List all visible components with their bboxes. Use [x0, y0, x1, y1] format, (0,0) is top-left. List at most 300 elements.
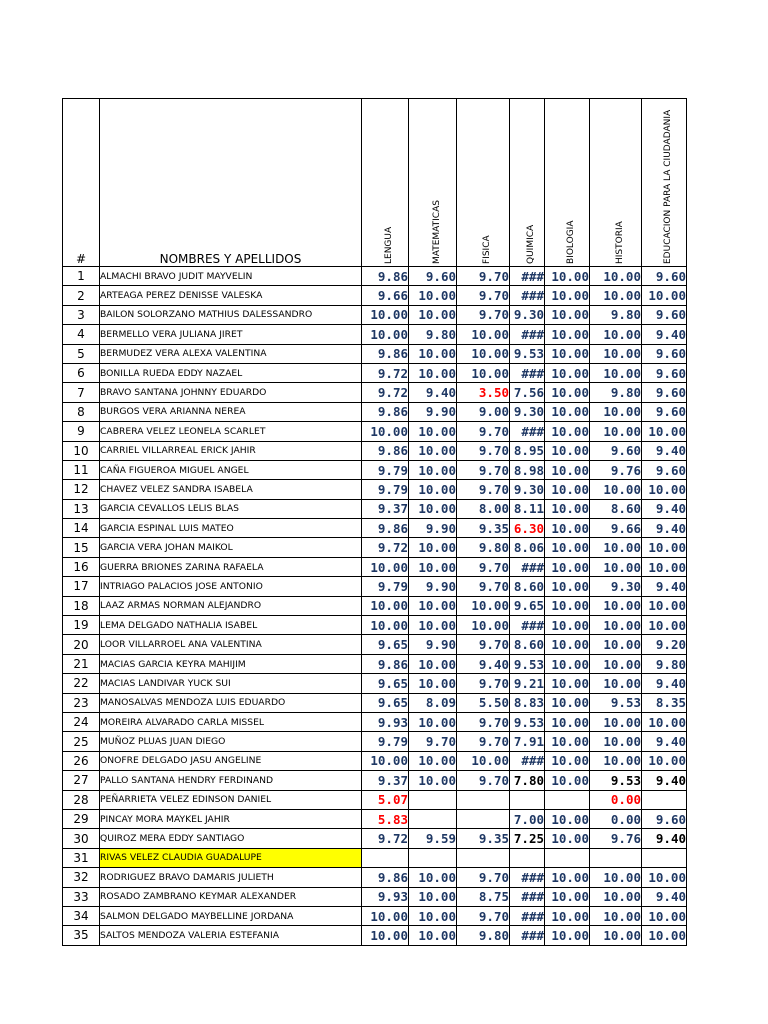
grade-cell: 9.70	[457, 286, 510, 305]
row-number: 5	[63, 344, 100, 363]
grade-cell: ###	[510, 868, 545, 887]
grade-cell: 9.80	[590, 383, 642, 402]
grade-cell: 9.70	[457, 868, 510, 887]
row-number: 14	[63, 519, 100, 538]
student-name: BURGOS VERA ARIANNA NEREA	[100, 402, 362, 421]
grade-cell: 9.72	[362, 538, 409, 557]
table-row	[63, 926, 687, 945]
grade-cell: ###	[510, 616, 545, 635]
grade-cell: 9.60	[409, 267, 457, 286]
row-number: 31	[63, 848, 100, 867]
grade-cell: 10.00	[409, 868, 457, 887]
grade-cell: 10.00	[362, 596, 409, 615]
grade-cell: ###	[510, 422, 545, 441]
grade-cell: 10.00	[457, 751, 510, 770]
grade-cell: 10.00	[545, 557, 590, 576]
grade-cell	[457, 790, 510, 809]
grade-cell: 10.00	[545, 771, 590, 790]
student-name: GARCIA CEVALLOS LELIS BLAS	[100, 499, 362, 518]
grade-cell: 9.30	[590, 577, 642, 596]
row-number: 34	[63, 906, 100, 925]
student-name: LOOR VILLARROEL ANA VALENTINA	[100, 635, 362, 654]
grade-cell	[409, 809, 457, 828]
table-row	[63, 577, 687, 596]
table-row	[63, 654, 687, 673]
grade-cell	[510, 790, 545, 809]
grade-cell: 9.86	[362, 402, 409, 421]
grade-cell: 9.65	[362, 693, 409, 712]
row-number: 23	[63, 693, 100, 712]
table-row	[63, 616, 687, 635]
grade-cell: 10.00	[457, 344, 510, 363]
grade-cell: 9.21	[510, 674, 545, 693]
grade-cell: 9.60	[642, 305, 687, 324]
header-row	[63, 99, 687, 267]
grade-cell: 9.70	[457, 480, 510, 499]
grade-cell: 10.00	[409, 422, 457, 441]
grade-cell: 9.40	[642, 499, 687, 518]
header-biologia: BIOLOGIA	[545, 99, 590, 267]
student-name: MOREIRA ALVARADO CARLA MISSEL	[100, 712, 362, 731]
grade-cell: 8.60	[510, 577, 545, 596]
grade-cell: 9.60	[642, 363, 687, 382]
row-number: 12	[63, 480, 100, 499]
grade-cell: 10.00	[545, 305, 590, 324]
grade-cell: 9.37	[362, 499, 409, 518]
grade-cell: 10.00	[545, 286, 590, 305]
student-name: MACIAS GARCIA KEYRA MAHIJIM	[100, 654, 362, 673]
grade-cell: 10.00	[590, 926, 642, 945]
table-row	[63, 635, 687, 654]
student-name: ROSADO ZAMBRANO KEYMAR ALEXANDER	[100, 887, 362, 906]
grade-cell: 5.07	[362, 790, 409, 809]
student-name: SALTOS MENDOZA VALERIA ESTEFANIA	[100, 926, 362, 945]
grade-cell: 10.00	[590, 674, 642, 693]
table-row	[63, 829, 687, 848]
grade-cell: 9.65	[362, 674, 409, 693]
grade-cell: 9.70	[409, 732, 457, 751]
header-matematicas: MATEMATICAS	[409, 99, 457, 267]
grade-cell: 10.00	[409, 286, 457, 305]
student-name: MANOSALVAS MENDOZA LUIS EDUARDO	[100, 693, 362, 712]
grade-cell: 10.00	[545, 751, 590, 770]
grade-cell: 9.40	[642, 519, 687, 538]
grade-cell: 9.80	[457, 926, 510, 945]
grade-cell	[642, 848, 687, 867]
grade-cell: 10.00	[545, 267, 590, 286]
grade-cell: 8.35	[642, 693, 687, 712]
table-row	[63, 809, 687, 828]
table-row	[63, 402, 687, 421]
grade-cell: 8.06	[510, 538, 545, 557]
grade-cell: 10.00	[409, 887, 457, 906]
student-name: RODRIGUEZ BRAVO DAMARIS JULIETH	[100, 868, 362, 887]
table-row	[63, 557, 687, 576]
grade-cell: 10.00	[642, 616, 687, 635]
row-number: 21	[63, 654, 100, 673]
grade-cell: 10.00	[642, 906, 687, 925]
grade-cell: 10.00	[545, 616, 590, 635]
grade-cell: 10.00	[590, 751, 642, 770]
grade-cell: 10.00	[409, 674, 457, 693]
grade-cell: 9.53	[510, 654, 545, 673]
grade-cell: 9.60	[642, 460, 687, 479]
grade-cell: 9.40	[642, 732, 687, 751]
grade-cell: 9.72	[362, 829, 409, 848]
student-name: BERMELLO VERA JULIANA JIRET	[100, 325, 362, 344]
grade-cell: 10.00	[642, 751, 687, 770]
row-number: 28	[63, 790, 100, 809]
grade-cell: 10.00	[457, 363, 510, 382]
student-name: RIVAS VELEZ CLAUDIA GUADALUPE	[100, 848, 362, 867]
grade-cell: 10.00	[409, 616, 457, 635]
grade-cell: 9.53	[510, 712, 545, 731]
grade-cell: 9.76	[590, 460, 642, 479]
row-number: 17	[63, 577, 100, 596]
grade-cell: 9.35	[457, 519, 510, 538]
grade-cell: 10.00	[545, 383, 590, 402]
grade-cell: ###	[510, 926, 545, 945]
table-row	[63, 771, 687, 790]
grade-cell: 10.00	[590, 480, 642, 499]
grade-cell: 9.40	[642, 829, 687, 848]
grade-cell: 10.00	[545, 363, 590, 382]
grade-cell: 10.00	[545, 422, 590, 441]
grade-cell: 10.00	[642, 557, 687, 576]
grade-cell: 7.91	[510, 732, 545, 751]
student-name: PALLO SANTANA HENDRY FERDINAND	[100, 771, 362, 790]
grade-cell: 10.00	[590, 286, 642, 305]
grade-cell: ###	[510, 267, 545, 286]
grade-cell: 8.95	[510, 441, 545, 460]
grade-cell: ###	[510, 325, 545, 344]
grade-cell: 10.00	[409, 654, 457, 673]
grade-cell: 10.00	[409, 712, 457, 731]
grade-cell: 9.86	[362, 441, 409, 460]
grade-cell: 10.00	[590, 635, 642, 654]
grade-cell: 9.70	[457, 712, 510, 731]
table-row	[63, 480, 687, 499]
student-name: GARCIA ESPINAL LUIS MATEO	[100, 519, 362, 538]
grade-cell: 9.80	[409, 325, 457, 344]
grade-cell: 10.00	[362, 422, 409, 441]
grade-cell: 10.00	[545, 325, 590, 344]
grade-cell	[409, 790, 457, 809]
table-row	[63, 305, 687, 324]
grade-cell: 10.00	[545, 712, 590, 731]
grade-cell: 10.00	[545, 654, 590, 673]
table-row	[63, 848, 687, 867]
grade-cell: 9.40	[409, 383, 457, 402]
grade-cell: ###	[510, 751, 545, 770]
grade-cell: 10.00	[545, 538, 590, 557]
row-number: 18	[63, 596, 100, 615]
student-name: CAÑA FIGUEROA MIGUEL ANGEL	[100, 460, 362, 479]
grade-cell: 10.00	[642, 926, 687, 945]
student-name: LAAZ ARMAS NORMAN ALEJANDRO	[100, 596, 362, 615]
grade-cell: 10.00	[409, 305, 457, 324]
grade-cell: 9.37	[362, 771, 409, 790]
grade-cell: 10.00	[642, 538, 687, 557]
table-row	[63, 868, 687, 887]
grade-cell: 10.00	[590, 325, 642, 344]
grade-cell: 10.00	[590, 906, 642, 925]
grade-cell: 10.00	[545, 868, 590, 887]
grade-cell: 10.00	[545, 674, 590, 693]
grade-cell: 9.70	[457, 771, 510, 790]
grade-cell: 10.00	[545, 460, 590, 479]
grade-cell: 7.80	[510, 771, 545, 790]
table-row	[63, 344, 687, 363]
row-number: 11	[63, 460, 100, 479]
grade-cell: 9.93	[362, 712, 409, 731]
table-row	[63, 596, 687, 615]
grade-cell: 9.40	[642, 674, 687, 693]
grade-cell: 10.00	[590, 422, 642, 441]
grade-cell: 9.40	[642, 771, 687, 790]
grade-cell: 9.70	[457, 674, 510, 693]
grade-cell: 10.00	[545, 344, 590, 363]
grade-cell	[510, 848, 545, 867]
grade-cell: 10.00	[545, 596, 590, 615]
grade-cell: 10.00	[362, 906, 409, 925]
table-row	[63, 693, 687, 712]
grade-cell: 10.00	[362, 325, 409, 344]
student-name: GUERRA BRIONES ZARINA RAFAELA	[100, 557, 362, 576]
grade-cell: 6.30	[510, 519, 545, 538]
grade-cell: 3.50	[457, 383, 510, 402]
grade-cell: 9.66	[590, 519, 642, 538]
grade-cell: 8.83	[510, 693, 545, 712]
grade-cell: 10.00	[590, 654, 642, 673]
grade-cell: 9.70	[457, 460, 510, 479]
table-row	[63, 712, 687, 731]
grade-cell: 9.79	[362, 460, 409, 479]
row-number: 35	[63, 926, 100, 945]
grade-cell: 10.00	[362, 926, 409, 945]
student-name: ONOFRE DELGADO JASU ANGELINE	[100, 751, 362, 770]
row-number: 24	[63, 712, 100, 731]
grade-cell: 9.79	[362, 732, 409, 751]
grade-cell: 10.00	[545, 402, 590, 421]
grade-cell: 10.00	[409, 344, 457, 363]
table-row	[63, 790, 687, 809]
row-number: 22	[63, 674, 100, 693]
student-name: PINCAY MORA MAYKEL JAHIR	[100, 809, 362, 828]
student-name: MACIAS LANDIVAR YUCK SUI	[100, 674, 362, 693]
table-row	[63, 441, 687, 460]
header-historia: HISTORIA	[590, 99, 642, 267]
grade-cell: 10.00	[642, 868, 687, 887]
grade-cell: 9.86	[362, 519, 409, 538]
grade-cell: 10.00	[590, 267, 642, 286]
grade-cell: 9.60	[642, 383, 687, 402]
header-quimica: QUIMICA	[510, 99, 545, 267]
grade-cell: 9.66	[362, 286, 409, 305]
table-row	[63, 732, 687, 751]
grade-cell: 10.00	[642, 286, 687, 305]
grade-cell: ###	[510, 906, 545, 925]
table-row	[63, 286, 687, 305]
grade-cell: ###	[510, 557, 545, 576]
student-name: BRAVO SANTANA JOHNNY EDUARDO	[100, 383, 362, 402]
grade-cell: 10.00	[409, 926, 457, 945]
grade-cell: 9.70	[457, 305, 510, 324]
grade-cell: 9.70	[457, 267, 510, 286]
grade-cell: 9.35	[457, 829, 510, 848]
grade-cell: 9.79	[362, 577, 409, 596]
grade-cell: 10.00	[409, 441, 457, 460]
table-row	[63, 519, 687, 538]
grade-cell: 9.30	[510, 305, 545, 324]
grade-cell: 9.40	[642, 887, 687, 906]
grade-cell: 9.59	[409, 829, 457, 848]
row-number: 20	[63, 635, 100, 654]
grade-cell: 9.86	[362, 344, 409, 363]
grade-cell	[457, 809, 510, 828]
grade-cell: 9.60	[642, 267, 687, 286]
grade-cell: 8.09	[409, 693, 457, 712]
header-number: #	[63, 99, 100, 267]
table-row	[63, 325, 687, 344]
grade-cell: 10.00	[545, 829, 590, 848]
row-number: 15	[63, 538, 100, 557]
student-name: PEÑARRIETA VELEZ EDINSON DANIEL	[100, 790, 362, 809]
grade-cell: 9.60	[642, 402, 687, 421]
grade-cell: 10.00	[409, 557, 457, 576]
grade-cell: 10.00	[590, 596, 642, 615]
grade-cell: 10.00	[545, 693, 590, 712]
grade-cell: 10.00	[642, 712, 687, 731]
grade-cell: 9.76	[590, 829, 642, 848]
grade-cell: 10.00	[409, 906, 457, 925]
row-number: 30	[63, 829, 100, 848]
grade-cell: 9.90	[409, 635, 457, 654]
grade-cell: 10.00	[545, 519, 590, 538]
grade-cell: 10.00	[545, 499, 590, 518]
grade-cell: 10.00	[590, 616, 642, 635]
grade-cell: 9.60	[642, 809, 687, 828]
table-row	[63, 906, 687, 925]
grade-cell: 10.00	[545, 887, 590, 906]
grade-cell: 9.90	[409, 519, 457, 538]
grade-cell: 9.53	[590, 771, 642, 790]
grade-cell: 9.70	[457, 557, 510, 576]
grade-cell: 10.00	[545, 577, 590, 596]
grade-cell: 10.00	[590, 402, 642, 421]
grade-cell: 8.60	[510, 635, 545, 654]
grade-cell: 9.40	[457, 654, 510, 673]
grade-cell: 7.00	[510, 809, 545, 828]
student-name: MUÑOZ PLUAS JUAN DIEGO	[100, 732, 362, 751]
table-row	[63, 383, 687, 402]
table-row	[63, 499, 687, 518]
row-number: 13	[63, 499, 100, 518]
grade-cell: 0.00	[590, 809, 642, 828]
row-number: 3	[63, 305, 100, 324]
grade-cell: 9.72	[362, 363, 409, 382]
grade-cell: 9.86	[362, 267, 409, 286]
row-number: 7	[63, 383, 100, 402]
table-row	[63, 887, 687, 906]
grade-cell: 9.80	[590, 305, 642, 324]
row-number: 29	[63, 809, 100, 828]
row-number: 32	[63, 868, 100, 887]
grade-cell: 9.70	[457, 732, 510, 751]
grade-cell: 10.00	[590, 363, 642, 382]
grade-cell: 10.00	[545, 441, 590, 460]
grade-cell: 10.00	[590, 887, 642, 906]
grade-cell: 9.20	[642, 635, 687, 654]
grade-cell: 9.30	[510, 480, 545, 499]
student-name: ARTEAGA PEREZ DENISSE VALESKA	[100, 286, 362, 305]
grade-cell: 9.40	[642, 577, 687, 596]
table-row	[63, 460, 687, 479]
student-name: CARRIEL VILLARREAL ERICK JAHIR	[100, 441, 362, 460]
row-number: 8	[63, 402, 100, 421]
header-ciudadania: EDUCACION PARA LA CIUDADANIA	[642, 99, 687, 267]
grade-cell: 10.00	[409, 751, 457, 770]
row-number: 9	[63, 422, 100, 441]
grade-cell: 9.90	[409, 402, 457, 421]
grade-cell: 9.79	[362, 480, 409, 499]
grade-cell: 10.00	[642, 596, 687, 615]
grade-cell: ###	[510, 286, 545, 305]
row-number: 4	[63, 325, 100, 344]
row-number: 2	[63, 286, 100, 305]
grade-cell: 8.60	[590, 499, 642, 518]
row-number: 10	[63, 441, 100, 460]
grades-table	[62, 98, 687, 946]
grade-cell: 9.80	[457, 538, 510, 557]
grade-cell: 10.00	[409, 499, 457, 518]
grade-cell: 10.00	[590, 712, 642, 731]
grade-cell: 10.00	[545, 809, 590, 828]
header-lengua: LENGUA	[362, 99, 409, 267]
grade-cell: 8.11	[510, 499, 545, 518]
grade-cell: 10.00	[545, 906, 590, 925]
grade-cell: 10.00	[362, 616, 409, 635]
row-number: 19	[63, 616, 100, 635]
header-fisica: FISICA	[457, 99, 510, 267]
grade-cell: 10.00	[590, 868, 642, 887]
table-row	[63, 751, 687, 770]
student-name: CHAVEZ VELEZ SANDRA ISABELA	[100, 480, 362, 499]
grade-cell: 5.83	[362, 809, 409, 828]
grade-cell: 9.53	[510, 344, 545, 363]
student-name: GARCIA VERA JOHAN MAIKOL	[100, 538, 362, 557]
grade-cell: 10.00	[409, 460, 457, 479]
grade-cell: 7.25	[510, 829, 545, 848]
grade-cell: 10.00	[362, 751, 409, 770]
grade-cell	[590, 848, 642, 867]
grade-cell	[642, 790, 687, 809]
grade-cell: 8.98	[510, 460, 545, 479]
grade-cell	[545, 848, 590, 867]
grade-cell: 10.00	[642, 480, 687, 499]
grade-cell: 9.30	[510, 402, 545, 421]
grade-cell: 10.00	[409, 771, 457, 790]
grade-cell: 9.65	[510, 596, 545, 615]
header-names: NOMBRES Y APELLIDOS	[100, 99, 362, 267]
grade-cell: 10.00	[409, 480, 457, 499]
grade-cell: 9.65	[362, 635, 409, 654]
grade-cell: 10.00	[409, 596, 457, 615]
grade-cell	[362, 848, 409, 867]
row-number: 33	[63, 887, 100, 906]
row-number: 26	[63, 751, 100, 770]
grade-cell: 10.00	[590, 344, 642, 363]
